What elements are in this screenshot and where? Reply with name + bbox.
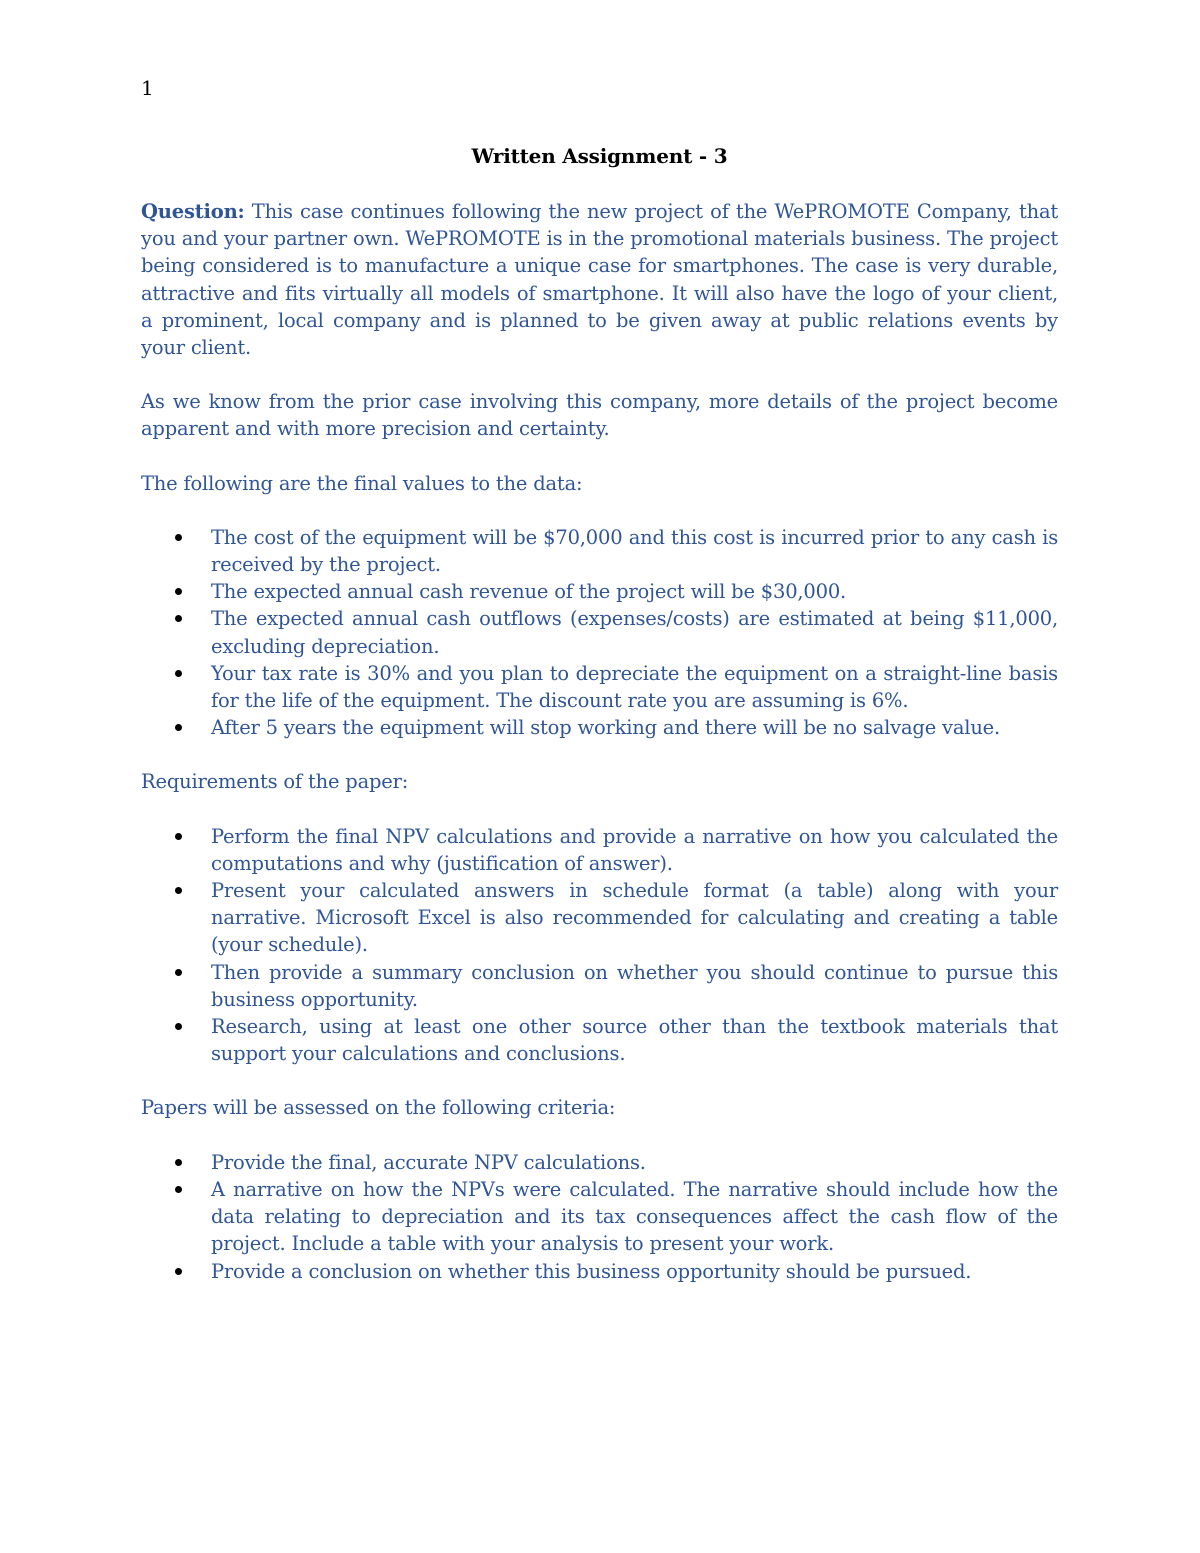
- document-body: [141, 140, 1058, 1312]
- document-title: Written Assignment - 3: [471, 144, 728, 168]
- list-item: Your tax rate is 30% and you plan to depreciate the equipment on a straight-line basis for the life of the equipment. The discount rate you are assuming is 6%.: [141, 660, 1058, 714]
- list-item: Present your calculated answers in schedule format (a table) along with your narrative. Microsoft Excel is also recommended for calculating and creating a table (your schedule).: [141, 877, 1058, 959]
- question-paragraph: [141, 198, 1058, 361]
- criteria-list: [141, 1149, 1058, 1285]
- requirements-heading: Requirements of the paper:: [141, 770, 409, 794]
- intro-paragraph: As we know from the prior case involving this company, more details of the project become apparent and with more precision and certainty.: [141, 390, 1058, 441]
- list-item: Provide the final, accurate NPV calculations.: [141, 1149, 1058, 1176]
- criteria-heading: Papers will be assessed on the following criteria:: [141, 1096, 616, 1120]
- list-item: A narrative on how the NPVs were calculated. The narrative should include how the data relating to depreciation and its tax consequences affect the cash flow of the project. Include a table with your analysis to present your work.: [141, 1176, 1058, 1258]
- bullet-icon: [175, 670, 182, 677]
- data-heading: The following are the final values to the data:: [141, 471, 583, 495]
- bullet-icon: [175, 615, 182, 622]
- bullet-icon: [175, 1186, 182, 1193]
- list-item: The cost of the equipment will be $70,000 and this cost is incurred prior to any cash is received by the project.: [141, 524, 1058, 578]
- bullet-icon: [175, 534, 182, 541]
- page-number: 1: [141, 76, 154, 100]
- bullet-icon: [175, 887, 182, 894]
- bullet-icon: [175, 833, 182, 840]
- question-label: Question:: [141, 200, 245, 223]
- list-item: The expected annual cash revenue of the project will be $30,000.: [141, 578, 1058, 605]
- list-item: Research, using at least one other source other than the textbook materials that support your calculations and conclusions.: [141, 1013, 1058, 1067]
- bullet-icon: [175, 1159, 182, 1166]
- list-item: Provide a conclusion on whether this business opportunity should be pursued.: [141, 1258, 1058, 1285]
- bullet-icon: [175, 1268, 182, 1275]
- bullet-icon: [175, 588, 182, 595]
- list-item: After 5 years the equipment will stop working and there will be no salvage value.: [141, 714, 1058, 741]
- requirements-list: [141, 823, 1058, 1068]
- bullet-icon: [175, 969, 182, 976]
- question-text: This case continues following the new project of the WePROMOTE Company, that you and your partner own. WePROMOTE is in the promotional materials business. The project being considered is to manufacture a unique case for smartphones. The case is very durable, attractive and fits virtually all models of smartphone. It will also have the logo of your client, a prominent, local company and is planned to be given away at public relations events by your client.: [141, 200, 1059, 360]
- list-item: Then provide a summary conclusion on whether you should continue to pursue this business opportunity.: [141, 959, 1058, 1013]
- list-item: Perform the final NPV calculations and provide a narrative on how you calculated the computations and why (justification of answer).: [141, 823, 1058, 877]
- bullet-icon: [175, 724, 182, 731]
- list-item: The expected annual cash outflows (expenses/costs) are estimated at being $11,000, excluding depreciation.: [141, 605, 1058, 659]
- bullet-icon: [175, 1023, 182, 1030]
- data-list: [141, 524, 1058, 742]
